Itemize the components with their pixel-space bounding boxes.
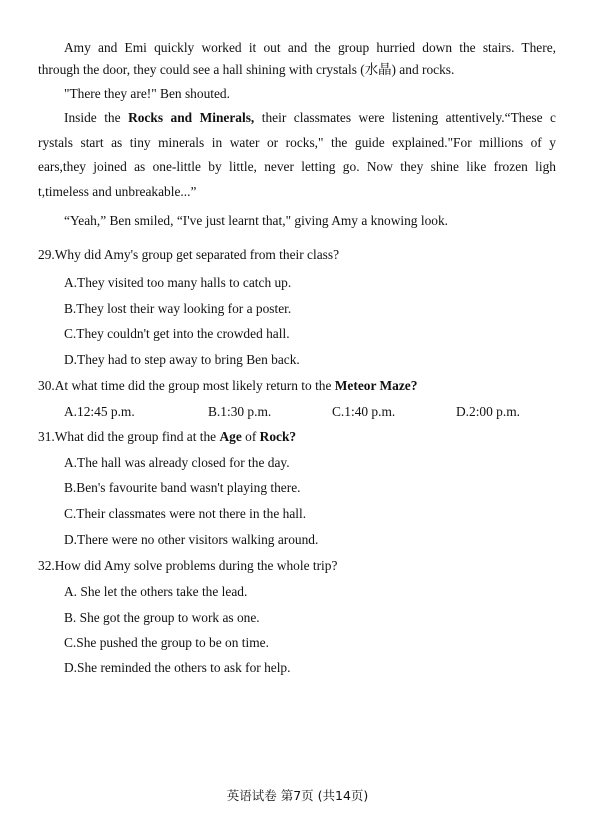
q32-option-d: D.She reminded the others to ask for help. [64, 660, 291, 675]
passage-p3-bold: Rocks and Minerals, [128, 110, 255, 125]
q32-option-a: A. She let the others take the lead. [64, 584, 248, 599]
passage-p3-line3: ears,they joined as one-little by little, never letting go. Now they shine like frozen ligh [38, 159, 556, 174]
passage-p3-line1 [64, 110, 556, 126]
q31-option-d: D.There were no other visitors walking around. [64, 532, 319, 547]
q31-stem-bold-age: Age [219, 429, 242, 444]
q31-option-c: C.Their classmates were not there in the hall. [64, 506, 307, 521]
passage-p4: “Yeah,” Ben smiled, “I've just learnt that," giving Amy a knowing look. [64, 213, 448, 228]
q30-option-a: A.12:45 p.m. [64, 404, 135, 419]
passage-p3-text-c: their classmates were listening attentively.“These c [254, 110, 556, 125]
q30-option-d: D.2:00 p.m. [456, 404, 520, 419]
q29-stem: 29.Why did Amy's group get separated from their class? [38, 247, 340, 262]
passage-p1-line1: Amy and Emi quickly worked it out and the group hurried down the stairs. There, [64, 40, 556, 55]
q30-option-b: B.1:30 p.m. [208, 404, 272, 419]
q30-stem [38, 378, 417, 394]
passage-p3-line2: rystals start as tiny minerals in water or rocks," the guide explained."For millions of y [38, 135, 556, 150]
q29-option-a: A.They visited too many halls to catch up. [64, 275, 292, 290]
q32-stem: 32.How did Amy solve problems during the whole trip? [38, 558, 338, 573]
q31-option-a: A.The hall was already closed for the day. [64, 455, 290, 470]
q30-stem-text: 30.At what time did the group most likely return to the [38, 378, 335, 393]
q29-option-d: D.They had to step away to bring Ben back. [64, 352, 300, 367]
q29-option-c: C.They couldn't get into the crowded hall. [64, 326, 290, 341]
q31-stem-bold-rock: Rock? [259, 429, 297, 444]
q31-option-b: B.Ben's favourite band wasn't playing there. [64, 480, 301, 495]
passage-p3-text-a: Inside the [64, 110, 129, 125]
q30-stem-bold: Meteor Maze? [334, 378, 418, 393]
passage-p1-line2: through the door, they could see a hall shining with crystals (水晶) and rocks. [38, 62, 455, 77]
q32-option-b: B. She got the group to work as one. [64, 610, 260, 625]
q29-option-b: B.They lost their way looking for a poster. [64, 301, 292, 316]
page-footer: 英语试卷 第7页 (共14页) [226, 788, 369, 803]
passage-p2: "There they are!" Ben shouted. [64, 86, 230, 101]
q30-option-c: C.1:40 p.m. [332, 404, 396, 419]
q32-option-c: C.She pushed the group to be on time. [64, 635, 269, 650]
passage-p3-line4: t,timeless and unbreakable...” [38, 184, 197, 199]
q31-stem-text-c: of [241, 429, 260, 444]
q31-stem-text-a: 31.What did the group find at the [38, 429, 220, 444]
q31-stem [38, 429, 296, 445]
